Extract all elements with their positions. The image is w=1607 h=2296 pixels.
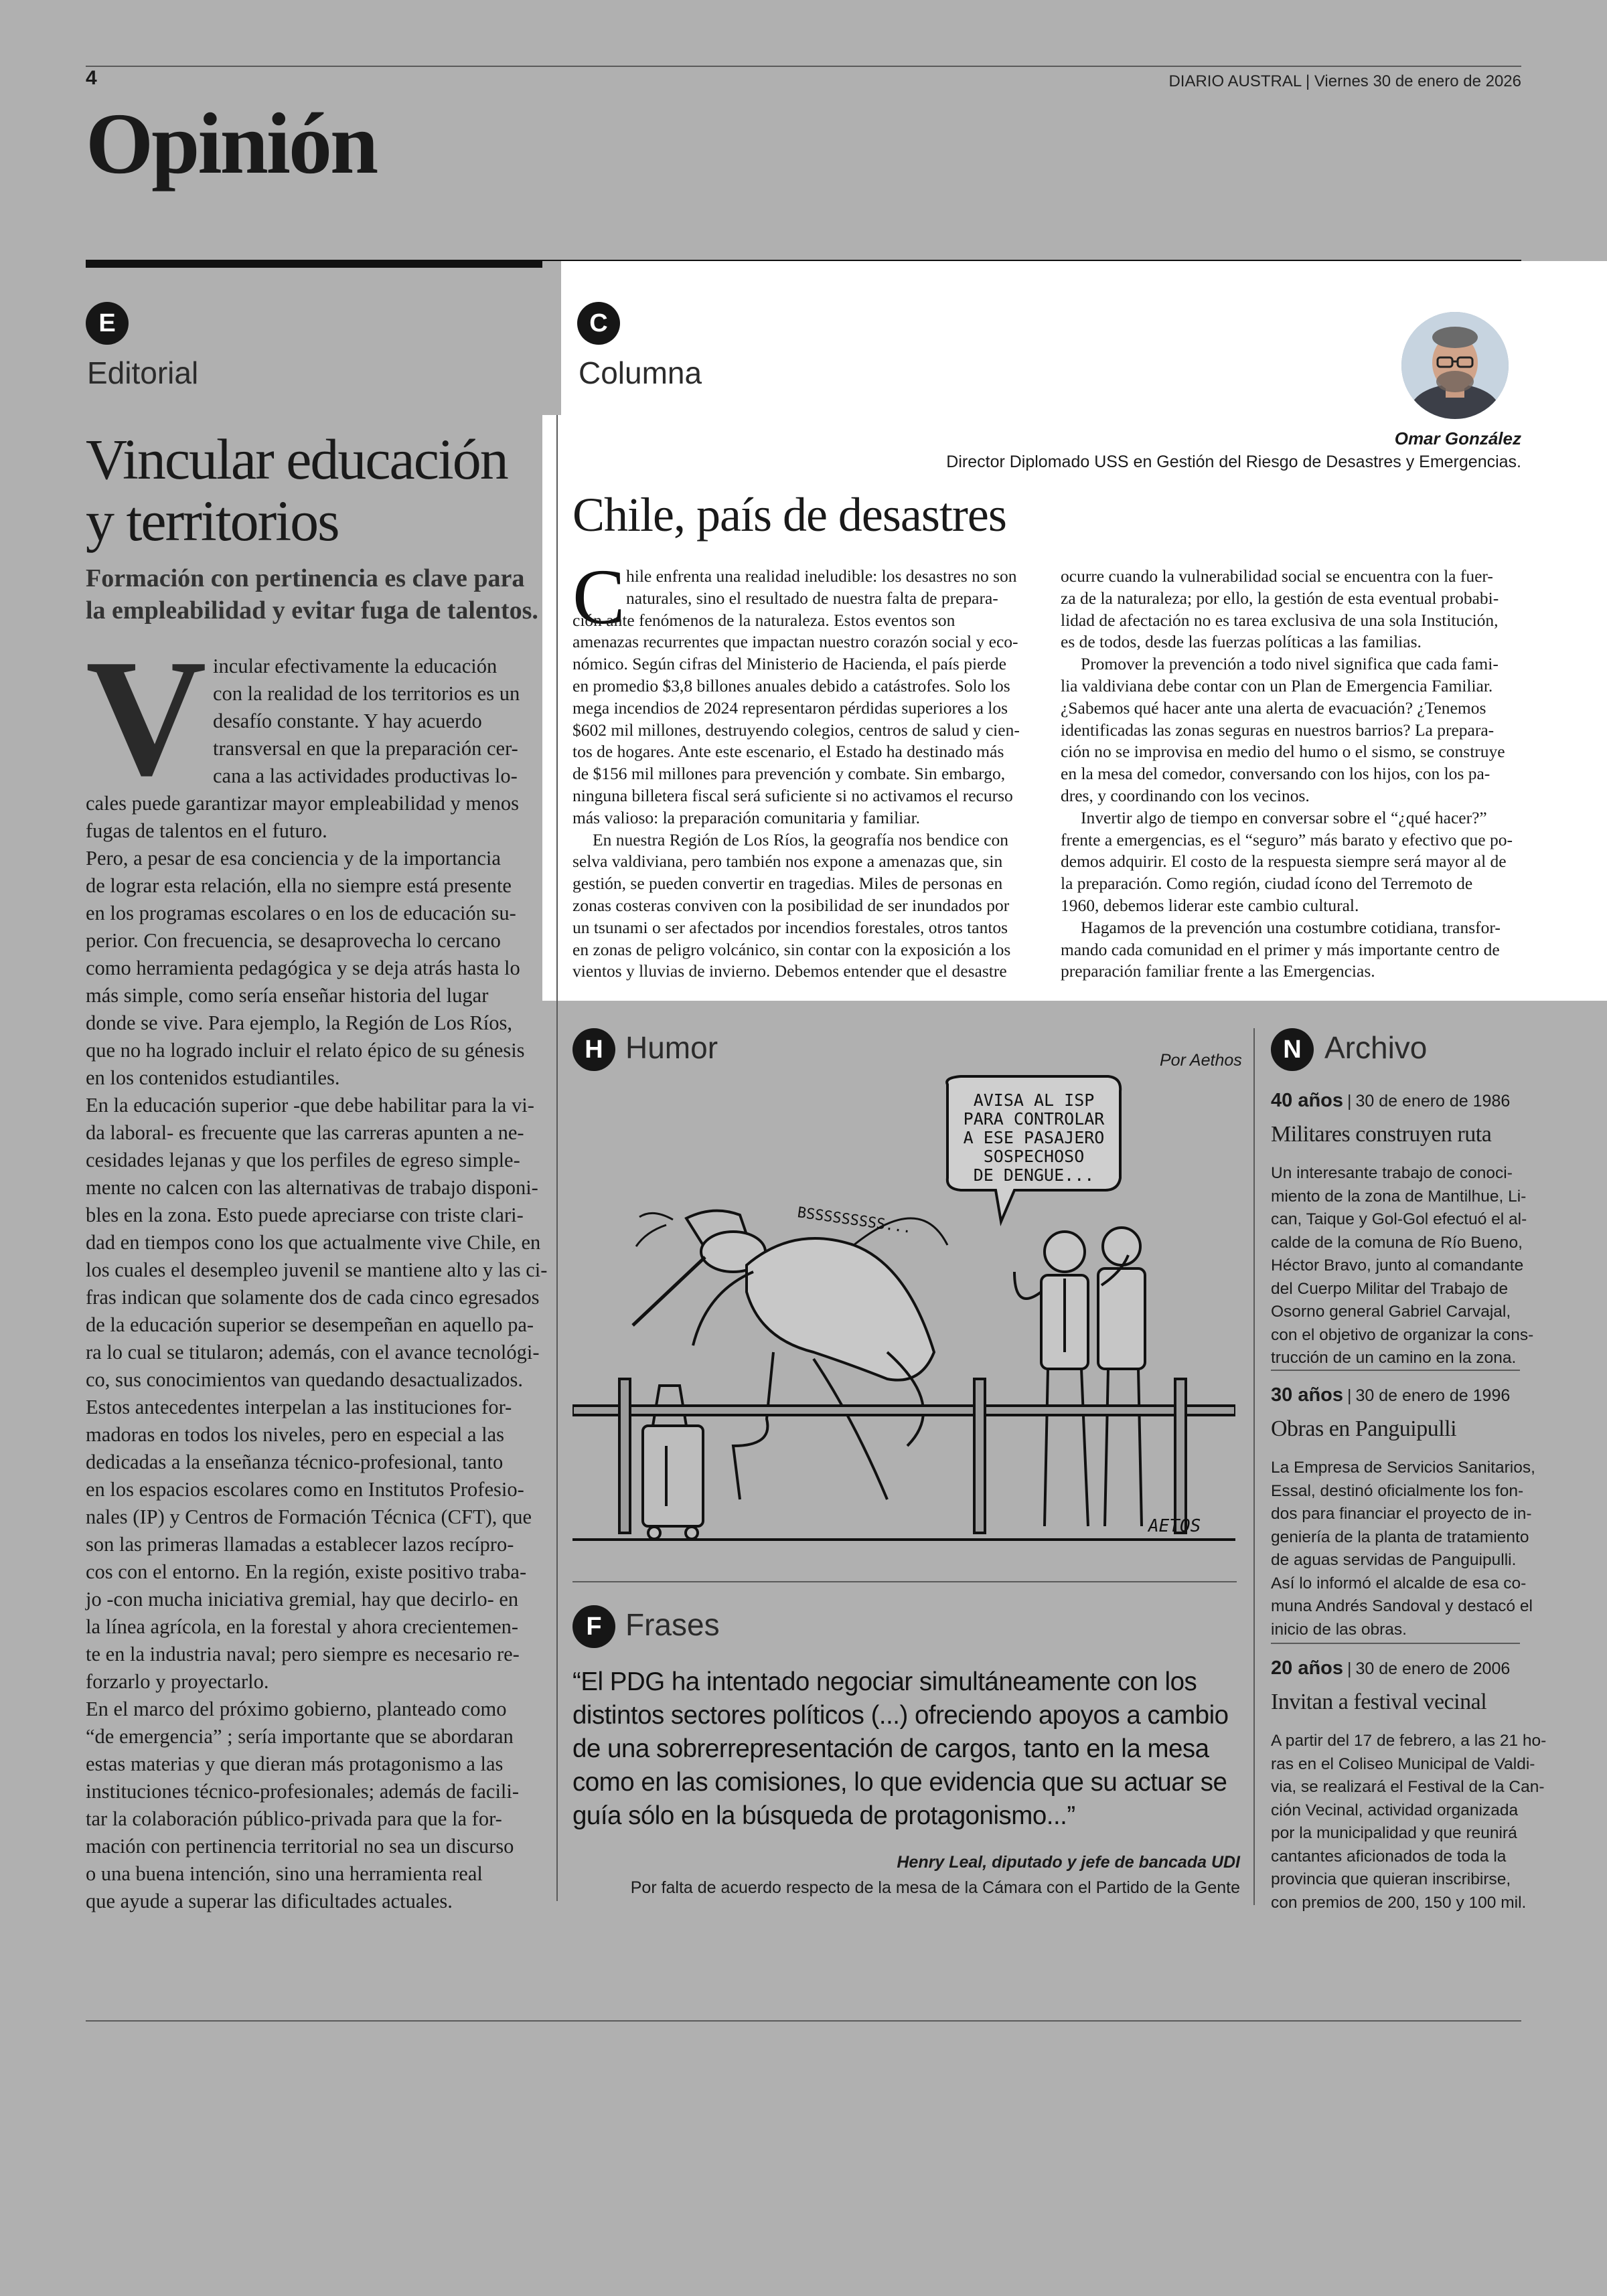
archivo-line: Un interesante trabajo de conoci- xyxy=(1271,1164,1513,1182)
editorial-line: donde se vive. Para ejemplo, la Región de Los Ríos, xyxy=(86,1011,512,1034)
archivo-body xyxy=(1271,1162,1534,1370)
column-body-left xyxy=(572,553,1035,983)
archivo-item-header xyxy=(1271,1090,1510,1112)
column-line: 1960, debemos liderar este cambio cultural. xyxy=(1061,895,1359,915)
editorial-line: co, sus conocimientos van quedando desactualizados. xyxy=(86,1368,524,1391)
editorial-line: fras indican que solamente dos de cada cinco egresados xyxy=(86,1286,540,1309)
editorial-line: En el marco del próximo gobierno, planteado como xyxy=(86,1698,507,1720)
column-line: naturales, sino el resultado de nuestra falta de prepara- xyxy=(626,588,998,608)
column-headline: Chile, país de desastres xyxy=(572,488,1006,542)
cartoon-drawing xyxy=(572,1071,1235,1560)
column-dropcap: C xyxy=(572,553,625,641)
column-line: un tsunami o ser afectados por incendios forestales, otros tantos xyxy=(572,917,1008,937)
frases-badge: F xyxy=(572,1605,615,1648)
column-line: ocurre cuando la vulnerabilidad social se encuentra con la fuer- xyxy=(1061,566,1493,586)
frases-quote-line: guía sólo en la búsqueda de protagonismo...” xyxy=(572,1801,1075,1830)
archivo-line: calde de la comuna de Río Bueno, xyxy=(1271,1233,1523,1252)
editorial-line: de lograr esta relación, ella no siempre está presente xyxy=(86,874,512,897)
column-body-right xyxy=(1061,566,1521,983)
frases-context: Por falta de acuerdo respecto de la mesa de la Cámara con el Partido de la Gente xyxy=(630,1878,1240,1897)
archivo-body xyxy=(1271,1730,1547,1914)
editorial-dropcap: V xyxy=(86,625,207,811)
column-line: demos adquirir. El costo de la respuesta siempre será mayor al de xyxy=(1061,851,1507,872)
archivo-line: Así lo informó el alcalde de esa co- xyxy=(1271,1574,1527,1592)
editorial-line: “de emergencia” ; sería importante que se abordaran xyxy=(86,1725,514,1748)
column-line: nómico. Según cifras del Ministerio de Hacienda, el país pierde xyxy=(572,654,1006,674)
author-avatar xyxy=(1401,312,1509,419)
column-line: mega incendios de 2024 representaron pérdidas superiores a los xyxy=(572,698,1008,718)
archivo-item-rule xyxy=(1271,1370,1520,1371)
column-line: za de la naturaleza; por ello, la gestión de esta eventual probabi- xyxy=(1061,588,1499,608)
page-number: 4 xyxy=(86,67,97,89)
column-line: en zonas de peligro volcánico, sin contar con la exposición a los xyxy=(572,939,1011,959)
editorial-line: transversal en que la preparación cer- xyxy=(213,737,518,760)
editorial-headline xyxy=(86,428,554,552)
editorial-line: estas materias y que dieran más protagonismo a las xyxy=(86,1752,504,1775)
editorial-divider xyxy=(556,415,558,1901)
column-line: amenazas recurrentes que impactan nuestro corazón social y eco- xyxy=(572,632,1018,652)
archivo-line: con el objetivo de organizar la cons- xyxy=(1271,1325,1534,1344)
bubble-line-2: PARA CONTROLAR xyxy=(963,1109,1105,1129)
bottom-rule xyxy=(86,2020,1521,2022)
column-line: es de todos, desde las fuerzas políticas a las familias. xyxy=(1061,632,1422,652)
editorial-line: la línea agrícola, en la forestal y ahora crecientemen- xyxy=(86,1615,519,1638)
archivo-line: por la municipalidad y que reunirá xyxy=(1271,1824,1517,1842)
editorial-line: los cuales el desempleo juvenil se mantiene alto y las ci- xyxy=(86,1258,548,1281)
column-line: de $156 mil millones para prevención y combate. Sin embargo, xyxy=(572,764,1006,784)
column-line: zonas costeras conviven con la posibilidad de ser inundados por xyxy=(572,895,1010,915)
editorial-line: madoras en todos los niveles, pero en especial a las xyxy=(86,1423,505,1446)
editorial-label: Editorial xyxy=(87,355,199,390)
editorial-line: cales puede garantizar mayor empleabilidad y menos xyxy=(86,792,520,815)
column-line: la preparación. Como región, ciudad ícono del Terremoto de xyxy=(1061,874,1473,894)
column-badge: C xyxy=(577,302,620,345)
archivo-item-header xyxy=(1271,1384,1510,1406)
frases-quote-line: de una sobrerrepresentación de cargos, tanto en la mesa xyxy=(572,1734,1209,1763)
humor-credit: Por Aethos xyxy=(1160,1051,1242,1070)
column-line: hile enfrenta una realidad ineludible: los desastres no son xyxy=(626,566,1017,586)
archivo-line: ras en el Coliseo Municipal de Valdi- xyxy=(1271,1754,1535,1773)
archivo-line: Osorno general Gabriel Carvajal, xyxy=(1271,1303,1511,1321)
editorial-line: dedicadas a la enseñanza técnico-profesional, tanto xyxy=(86,1451,504,1473)
column-line: ción no se improvisa en medio del humo o el sismo, se construye xyxy=(1061,742,1505,762)
editorial-line: cos con el entorno. En la región, existe positivo traba- xyxy=(86,1560,527,1583)
archivo-item-header xyxy=(1271,1657,1510,1679)
editorial-line: que no ha logrado incluir el relato épico de su génesis xyxy=(86,1039,525,1062)
column-line: ninguna billetera fiscal será suficiente si no activamos el recurso xyxy=(572,785,1013,805)
masthead: DIARIO AUSTRAL | Viernes 30 de enero de 2026 xyxy=(1168,72,1521,90)
archivo-separator: | xyxy=(1347,1659,1352,1678)
archivo-line: A partir del 17 de febrero, a las 21 ho- xyxy=(1271,1732,1547,1750)
archivo-line: del Cuerpo Militar del Trabajo de xyxy=(1271,1279,1509,1298)
archivo-years: 40 años xyxy=(1271,1090,1343,1111)
column-line: tos de hogares. Ante este escenario, el Estado ha destinado más xyxy=(572,742,1004,762)
editorial-line: jo -con mucha iniciativa gremial, hay que decirlo- en xyxy=(86,1588,519,1611)
frases-quote-line: distintos sectores políticos (...) ofreciendo apoyos a cambio xyxy=(572,1701,1229,1730)
column-line: gestión, se pueden convertir en tragedias. Miles de personas en xyxy=(572,874,1003,894)
column-line: preparación familiar frente a las Emergencias. xyxy=(1061,961,1375,981)
editorial-line: cesidades lejanas y que los perfiles de egreso simple- xyxy=(86,1149,520,1171)
column-line: mando cada comunidad en el primer y más importante centro de xyxy=(1061,939,1500,959)
editorial-line: En la educación superior -que debe habilitar para la vi- xyxy=(86,1094,534,1117)
archivo-separator: | xyxy=(1347,1092,1352,1111)
column-label: Columna xyxy=(579,355,702,390)
column-line: en la mesa del comedor, conversando con los hijos, con los pa- xyxy=(1061,764,1490,784)
archivo-separator: | xyxy=(1347,1386,1352,1405)
archivo-title: Obras en Panguipulli xyxy=(1271,1416,1457,1441)
column-line: selva valdiviana, pero también nos expone a amenazas que, sin xyxy=(572,851,1003,872)
editorial-line: con la realidad de los territorios es un xyxy=(213,682,520,705)
column-author: Omar González xyxy=(1394,428,1521,448)
frases-quote-line: “El PDG ha intentado negociar simultáneamente con los xyxy=(572,1667,1197,1696)
archivo-date: 30 de enero de 2006 xyxy=(1355,1659,1511,1678)
archivo-line: geniería de la planta de tratamiento xyxy=(1271,1528,1529,1546)
column-line: lidad de afectación no es tarea exclusiva de una sola Institución, xyxy=(1061,610,1499,630)
editorial-line: Estos antecedentes interpelan a las instituciones for- xyxy=(86,1396,512,1418)
humor-label: Humor xyxy=(625,1030,718,1065)
archivo-line: miento de la zona de Mantilhue, Li- xyxy=(1271,1187,1527,1206)
archivo-item-rule xyxy=(1271,1643,1520,1644)
frases-quote-line: como en las comisiones, lo que evidencia que su actuar se xyxy=(572,1768,1227,1797)
editorial-line: Pero, a pesar de esa conciencia y de la importancia xyxy=(86,847,501,870)
archivo-date: 30 de enero de 1996 xyxy=(1355,1386,1511,1405)
bubble-line-4: SOSPECHOSO xyxy=(983,1147,1085,1166)
archivo-line: cantantes aficionados de toda la xyxy=(1271,1847,1507,1866)
editorial-line: más simple, como sería enseñar historia del lugar xyxy=(86,984,489,1007)
editorial-line: instituciones técnico-profesionales; además de facili- xyxy=(86,1780,520,1803)
column-line: En nuestra Región de Los Ríos, la geografía nos bendice con xyxy=(593,829,1009,849)
editorial-deck-line-2: la empleabilidad y evitar fuga de talentos. xyxy=(86,596,538,625)
editorial-line: ra lo cual se titularon; además, con el avance tecnológi- xyxy=(86,1341,540,1364)
column-line: dres, y coordinando con los vecinos. xyxy=(1061,785,1310,805)
editorial-line: de la educación superior se desempeñan en aquello pa- xyxy=(86,1313,534,1336)
editorial-line: tar la colaboración público-privada para que la for- xyxy=(86,1807,502,1830)
archivo-line: via, se realizará el Festival de la Can- xyxy=(1271,1778,1545,1796)
mosquito-buzz: BSSSSSSSSS... xyxy=(796,1204,913,1237)
editorial-line: da laboral- es frecuente que las carreras apunten a ne- xyxy=(86,1121,524,1144)
archivo-title: Invitan a festival vecinal xyxy=(1271,1690,1487,1714)
editorial-body xyxy=(86,653,548,1915)
archivo-line: Héctor Bravo, junto al comandante xyxy=(1271,1256,1524,1275)
column-line: $602 mil millones, destruyendo colegios, centros de salud y cien- xyxy=(572,720,1020,740)
editorial-line: bles en la zona. Esto puede apreciarse con triste clari- xyxy=(86,1204,524,1226)
editorial-headline-line-1: Vincular educación xyxy=(86,427,508,491)
column-line: ¿Sabemos qué hacer ante una alerta de evacuación? ¿Tenemos xyxy=(1061,698,1486,718)
archivo-line: ción Vecinal, actividad organizada xyxy=(1271,1801,1519,1819)
bubble-line-5: DE DENGUE... xyxy=(973,1165,1095,1185)
column-line: vientos y lluvias de invierno. Debemos entender que el desastre xyxy=(572,961,1007,981)
archivo-line: dos para financiar el proyecto de in- xyxy=(1271,1505,1532,1523)
archivo-years: 30 años xyxy=(1271,1384,1343,1406)
column-line: más valioso: la preparación comunitaria y familiar. xyxy=(572,807,921,827)
archivo-line: La Empresa de Servicios Sanitarios, xyxy=(1271,1459,1535,1477)
column-line: lia valdiviana debe contar con un Plan de Emergencia Familiar. xyxy=(1061,675,1493,695)
editorial-line: son las primeras llamadas a establecer lazos recípro- xyxy=(86,1533,514,1556)
editorial-line: en los programas escolares o en los de educación su- xyxy=(86,902,516,924)
frases-quote xyxy=(572,1665,1235,1833)
archivo-line: trucción de un camino en la zona. xyxy=(1271,1349,1517,1367)
archivo-line: muna Andrés Sandoval y destacó el xyxy=(1271,1597,1533,1615)
archivo-line: provincia que quieran inscribirse, xyxy=(1271,1870,1511,1888)
editorial-headline-line-2: y territorios xyxy=(86,489,339,553)
archivo-label: Archivo xyxy=(1324,1030,1428,1065)
editorial-badge: E xyxy=(86,302,129,345)
humor-divider xyxy=(572,1581,1237,1582)
editorial-line: mente no calcen con las alternativas de trabajo disponi- xyxy=(86,1176,538,1199)
archivo-line: con premios de 200, 150 y 100 mil. xyxy=(1271,1893,1527,1912)
frases-attribution: Henry Leal, diputado y jefe de bancada UDI xyxy=(897,1853,1240,1872)
archivo-line: de aguas servidas de Panguipulli. xyxy=(1271,1551,1517,1569)
humor-badge: H xyxy=(572,1028,615,1071)
column-line: Hagamos de la prevención una costumbre cotidiana, transfor- xyxy=(1081,917,1501,937)
column-line: Invertir algo de tiempo en conversar sobre el “¿qué hacer?” xyxy=(1081,807,1487,827)
bubble-line-3: A ESE PASAJERO xyxy=(963,1128,1105,1147)
editorial-line: nales (IP) y Centros de Formación Técnica (CFT), que xyxy=(86,1505,532,1528)
archivo-title: Militares construyen ruta xyxy=(1271,1122,1492,1147)
editorial-line: cana a las actividades productivas lo- xyxy=(213,764,518,787)
column-panel-edge xyxy=(542,261,561,415)
column-author-role: Director Diplomado USS en Gestión del Riesgo de Desastres y Emergencias. xyxy=(946,453,1521,471)
cartoon-signature: AETOS xyxy=(1148,1516,1201,1536)
column-line: ción ante fenómenos de la naturaleza. Estos eventos son xyxy=(572,610,955,630)
editorial-line: forzarlo y proyectarlo. xyxy=(86,1670,269,1693)
editorial-line: o una buena intención, sino una herramienta real xyxy=(86,1862,483,1885)
column-line: Promover la prevención a todo nivel significa que cada fami- xyxy=(1081,654,1499,674)
editorial-line: mación con pertinencia territorial no sea un discurso xyxy=(86,1835,514,1858)
editorial-line: te en la industria naval; pero siempre es necesario re- xyxy=(86,1643,520,1665)
archivo-body xyxy=(1271,1457,1535,1641)
archivo-line: can, Taique y Gol-Gol efectuó el al- xyxy=(1271,1210,1527,1228)
editorial-line: dad en tiempos cono los que actualmente vive Chile, en xyxy=(86,1231,541,1254)
archivo-date: 30 de enero de 1986 xyxy=(1355,1092,1511,1111)
column-line: frente a emergencias, es el “seguro” más barato y efectivo que po- xyxy=(1061,829,1513,849)
editorial-line: en los espacios escolares como en Institutos Profesio- xyxy=(86,1478,524,1501)
archivo-line: Essal, destinó oficialmente los fon- xyxy=(1271,1481,1524,1500)
editorial-deck xyxy=(86,562,554,627)
column-line: identificadas las zonas seguras en nuestros barrios? La prepara- xyxy=(1061,720,1495,740)
section-title: Opinión xyxy=(86,96,377,192)
editorial-deck-line-1: Formación con pertinencia es clave para xyxy=(86,564,525,592)
editorial-line: incular efectivamente la educación xyxy=(213,655,498,677)
column-line: en promedio $3,8 billones anuales debido a catástrofes. Solo los xyxy=(572,675,1010,695)
editorial-line: perior. Con frecuencia, se desaprovecha lo cercano xyxy=(86,929,501,952)
humor-cartoon xyxy=(572,1071,1235,1560)
editorial-line: en los contenidos estudiantiles. xyxy=(86,1066,340,1089)
top-rule xyxy=(86,66,1521,67)
frases-label: Frases xyxy=(625,1607,720,1642)
editorial-line: que ayude a superar las dificultades actuales. xyxy=(86,1890,453,1912)
editorial-line: fugas de talentos en el futuro. xyxy=(86,819,327,842)
editorial-line: desafío constante. Y hay acuerdo xyxy=(213,710,482,732)
bubble-line-1: AVISA AL ISP xyxy=(973,1090,1095,1110)
archivo-years: 20 años xyxy=(1271,1657,1343,1679)
archivo-line: inicio de las obras. xyxy=(1271,1620,1407,1639)
editorial-line: como herramienta pedagógica y se deja atrás hasta lo xyxy=(86,957,520,979)
archivo-badge: N xyxy=(1271,1028,1314,1071)
author-photo xyxy=(1401,312,1509,419)
archivo-divider xyxy=(1253,1028,1255,1905)
